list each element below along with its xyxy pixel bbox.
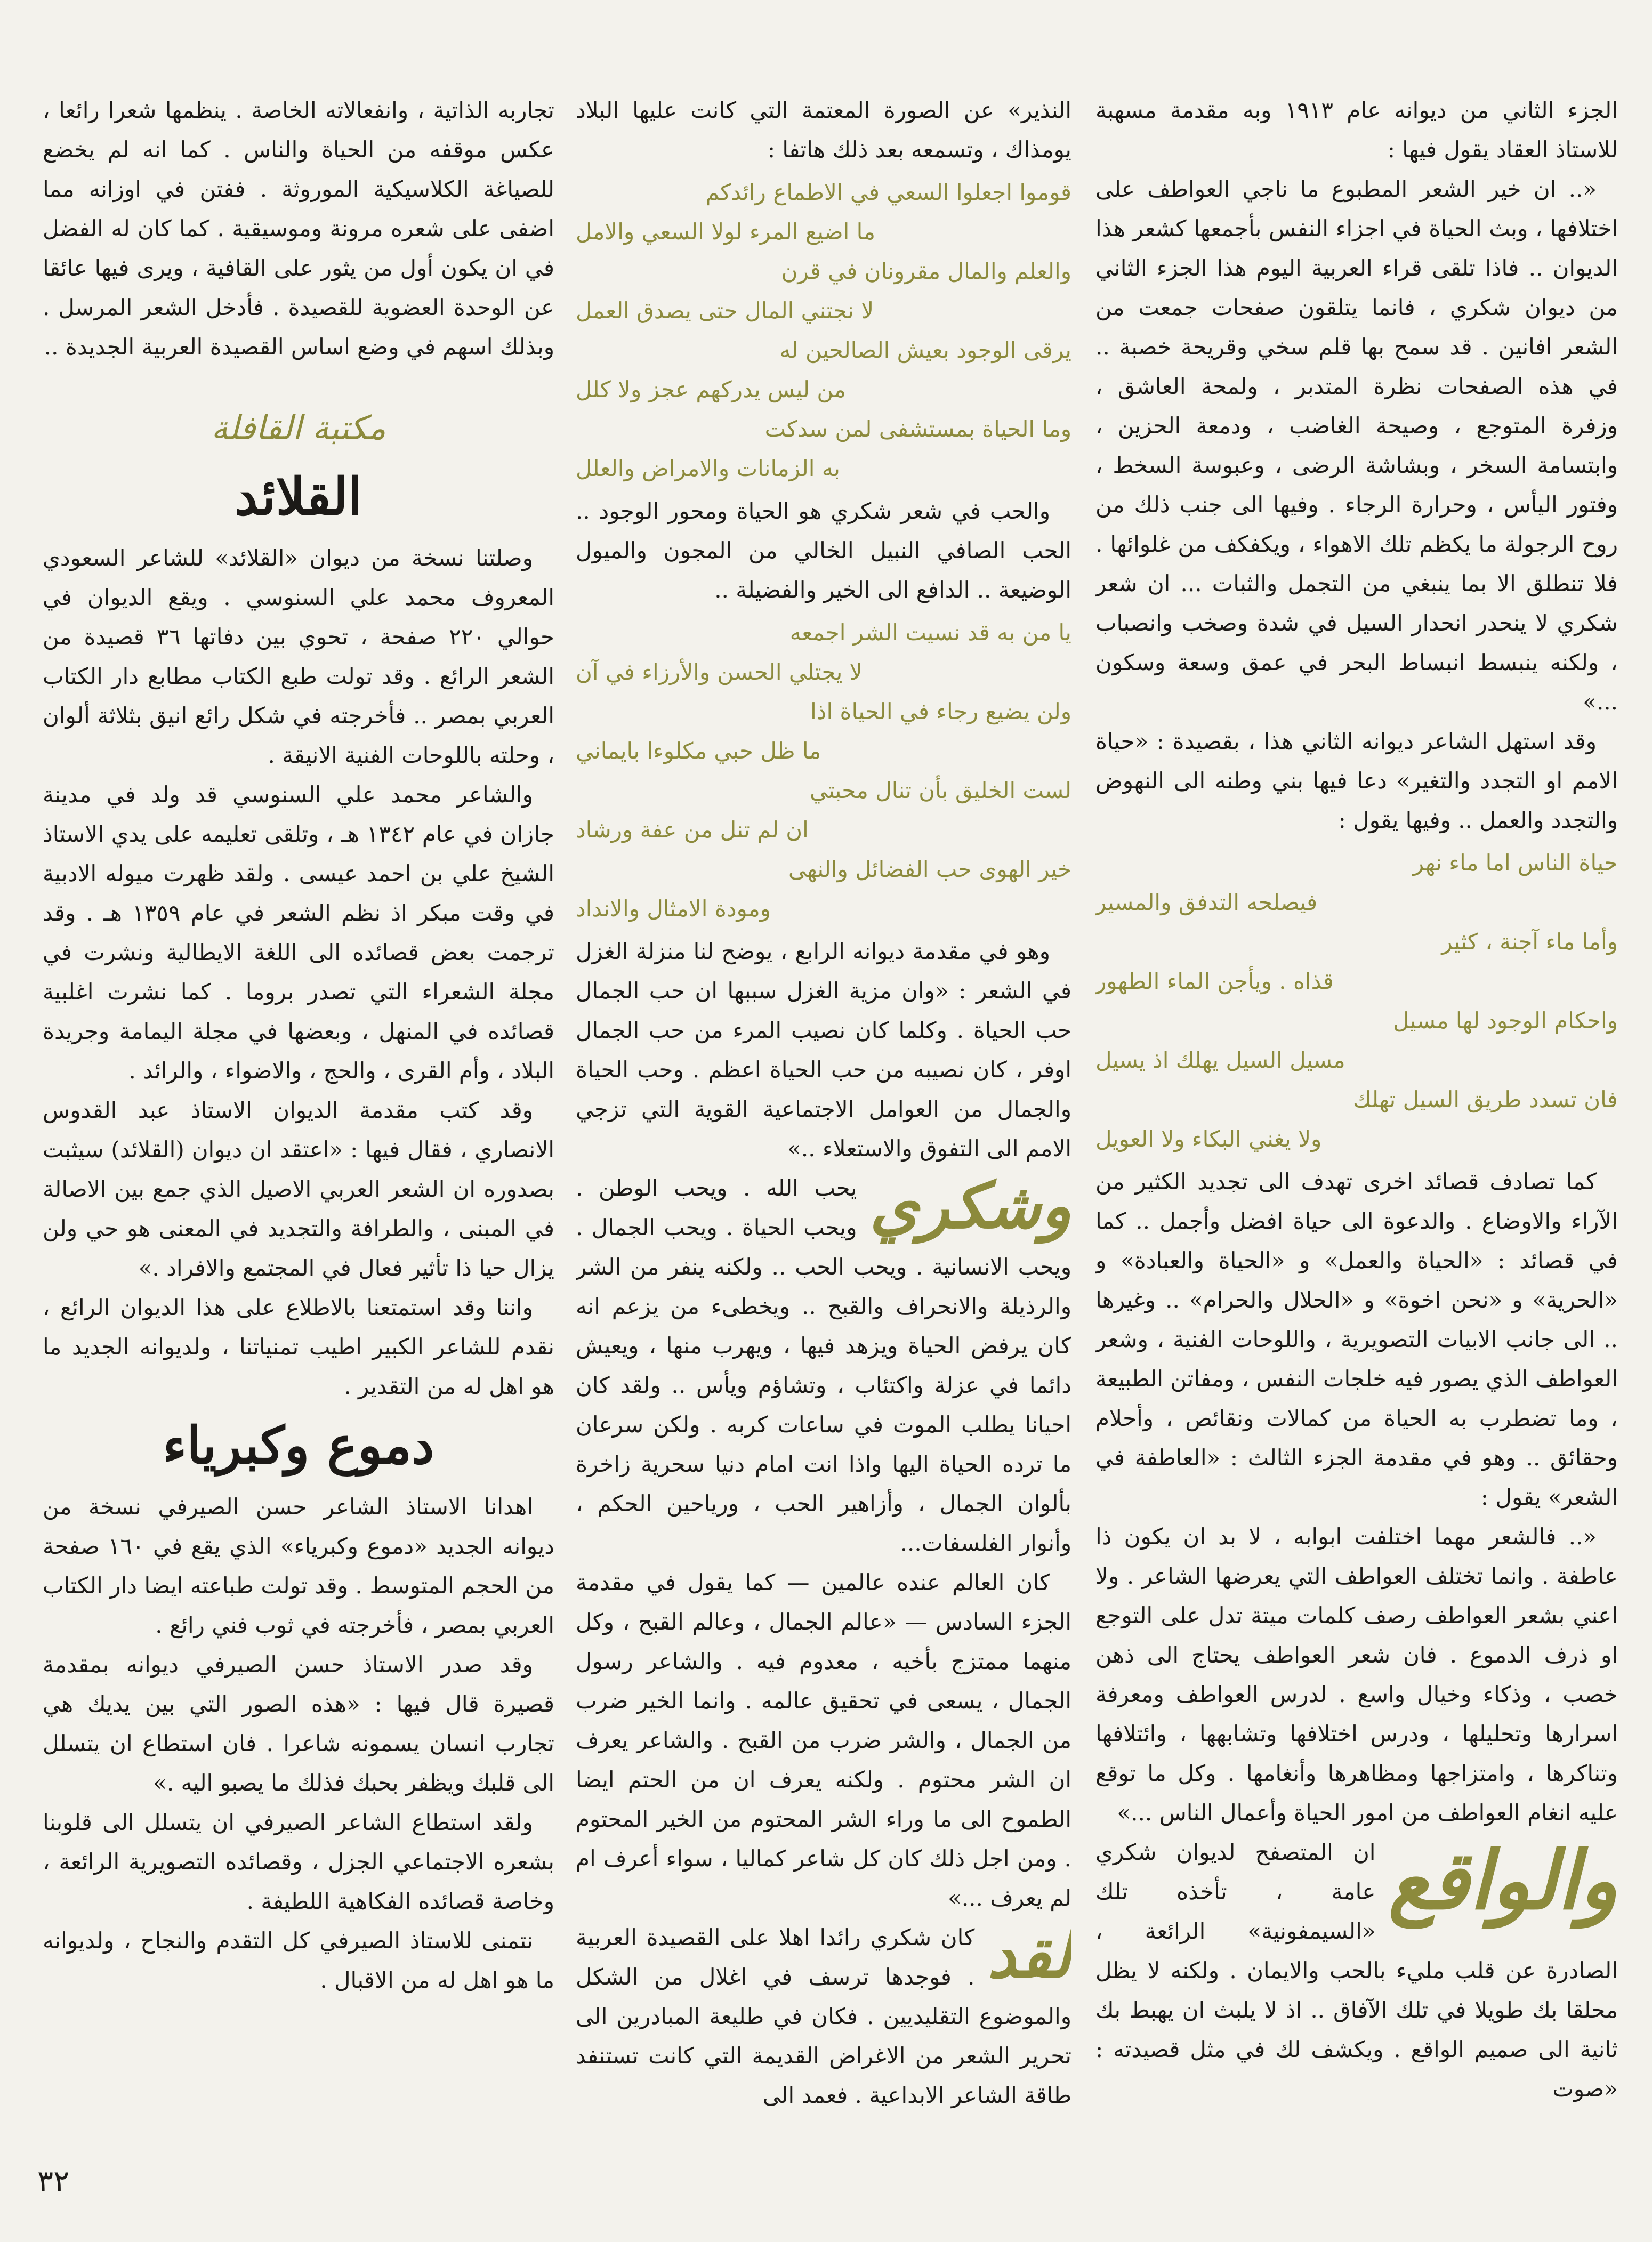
verse-hemistich: به الزمانات والامراض والعلل xyxy=(576,455,840,481)
paragraph-text: يحب الله . ويحب الوطن . ويحب الحياة . ويحب الجمال . ويحب الانسانية . ويحب الحب .. ولكنه ينفر من الشر والرذيلة والانحراف والقبح .. ويخطىء من يزعم انه كان يرفض الحياة ويزهد فيها ، ويهرب منها ، ويعيش دائما في عزلة واكتئاب ، وتشاؤم ويأس .. ولقد كان احيانا يطلب الموت في ساعات كربه . ولكن سرعان ما ترده الحياة اليها واذا انت امام دنيا سحرية زاخرة بألوان الجمال ، وأزاهير الحب ، ورياحين الحكم ، وأنوار الفلسفات... xyxy=(576,1175,1071,1556)
verse-hemistich: من ليس يدركهم عجز ولا كلل xyxy=(576,376,846,402)
verse-hemistich: ولا يغني البكاء ولا العويل xyxy=(1095,1126,1322,1152)
quote-paragraph: «.. ان خير الشعر المطبوع ما ناجي العواطف على اختلافها ، وبث الحياة في اجزاء النفس بأجمعها كشعر هذا الديوان .. فاذا تلقى قراء العربية اليوم هذا الجزء الثاني من ديوان شكري ، فانما يتلقون صفحات جمعت من الشعر افانين . قد سمح بها قلم سخي وقريحة خصبة .. في هذه الصفحات نظرة المتدبر ، ولمحة العاشق ، وزفرة المتوجع ، وصيحة الغاضب ، ودمعة الحزين ، وابتسامة السخر ، وبشاشة الرضى ، وعبوسة السخط ، وفتور اليأس ، وحرارة الرجاء . وفيها الى جنب ذلك من روح الرجولة ما يكظم تلك الاهواء ، ويكفكف من غلوائها . فلا تنطلق الا بما ينبغي من التجمل والثبات ... ان شعر شكري لا ينحدر انحدار السيل في شدة وصخب وانصباب ، ولكنه ينبسط انبساط البحر في عمق وسعة وسكون ...» xyxy=(1095,176,1618,715)
drop-heading: لقد xyxy=(987,1918,1071,1992)
drop-heading: والواقع xyxy=(1388,1834,1618,1928)
paragraph-with-drop xyxy=(1095,1833,1618,2109)
paragraph: كما تصادف قصائد اخرى تهدف الى تجديد الكثير من الآراء والاوضاع . والدعوة الى حياة افضل وأجمل .. كما في قصائد : «الحياة والعمل» و «الحياة والعبادة» و «الحرية» و «نحن اخوة» و «الحلال والحرام» .. وغيرها .. الى جانب الابيات التصويرية ، واللوحات الفنية ، وشعر العواطف الذي يصور فيه خلجات النفس ، ومفاتن الطبيعة ، وما تضطرب به الحياة من كمالات ونقائص ، وأحلام وحقائق .. وهو في مقدمة الجزء الثالث : «العاطفة في الشعر» يقول : xyxy=(1095,1168,1618,1510)
verse-hemistich: واحكام الوجود لها مسيل xyxy=(1393,1007,1618,1034)
verse-hemistich: ما اضيع المرء لولا السعي والامل xyxy=(576,219,875,245)
poem-verses xyxy=(1095,843,1618,1159)
column-middle xyxy=(576,91,1071,2127)
paragraph: وصلتنا نسخة من ديوان «القلائد» للشاعر السعودي المعروف محمد علي السنوسي . ويقع الديوان في حوالي ٢٢٠ صفحة ، تحوي بين دفاتها ٣٦ قصيدة من الشعر الرائع . وقد تولت طبع الكتاب مطابع دار الكتاب العربي بمصر .. فأخرجته في شكل رائع انيق بثلاثة ألوان ، وحلته باللوحات الفنية الانيقة . xyxy=(43,545,554,768)
paragraph: نتمنى للاستاذ الصيرفي كل التقدم والنجاح ، ولديوانه ما هو اهل له من الاقبال . xyxy=(43,1928,554,1993)
verse-hemistich: وأما ماء آجنة ، كثير xyxy=(1441,929,1618,955)
paragraph-with-drop xyxy=(576,1168,1071,1563)
verse-hemistich: ومودة الامثال والانداد xyxy=(576,896,771,922)
paragraph: واننا وقد استمتعنا بالاطلاع على هذا الديوان الرائع ، نقدم للشاعر الكبير اطيب تمنياتنا ، ولديوانه الجديد ما هو اهل له من التقدير . xyxy=(43,1294,554,1399)
paragraph: والحب في شعر شكري هو الحياة ومحور الوجود .. الحب الصافي النبيل الخالي من المجون والميول الوضيعة .. الدافع الى الخير والفضيلة .. xyxy=(576,498,1071,603)
paragraph: الجزء الثاني من ديوانه عام ١٩١٣ وبه مقدمة مسهبة للاستاذ العقاد يقول فيها : xyxy=(1095,97,1618,163)
paragraph: كان العالم عنده عالمين — كما يقول في مقدمة الجزء السادس — «عالم الجمال ، وعالم القبح ، وكل منهما ممتزج بأخيه ، معدوم فيه . والشاعر رسول الجمال ، يسعى في تحقيق عالمه . وانما الخير ضرب من الجمال ، والشر ضرب من القبح . والشاعر يعرف ان الشر محتوم . ولكنه يعرف ان من الحتم ايضا الطموح الى ما وراء الشر المحتوم من الخير المحتوم . ومن اجل ذلك كان كل شاعر كماليا ، سواء أعرف ام لم يعرف ...» xyxy=(576,1569,1071,1911)
paragraph: وقد صدر الاستاذ حسن الصيرفي ديوانه بمقدمة قصيرة قال فيها : «هذه الصور التي بين يديك هي تجارب انسان يسمونه شاعرا . فان استطاع ان يتسلل الى قلبك ويظفر بحبك فذلك ما يصبو اليه .» xyxy=(43,1651,554,1796)
verse-hemistich: يا من به قد نسيت الشر اجمعه xyxy=(789,619,1071,646)
paragraph: ولقد استطاع الشاعر الصيرفي ان يتسلل الى قلوبنا بشعره الاجتماعي الجزل ، وقصائده التصويرية الرائعة ، وخاصة قصائده الفكاهية اللطيفة . xyxy=(43,1809,554,1914)
verse-hemistich: خير الهوى حب الفضائل والنهى xyxy=(788,856,1071,882)
verse-hemistich: ما ظل حبي مكلوءا بايماني xyxy=(576,738,821,764)
verse-hemistich: لا يجتلي الحسن والأرزاء في آن xyxy=(576,659,863,685)
verse-hemistich: فان تسدد طريق السيل تهلك xyxy=(1352,1086,1618,1112)
verse-hemistich: لست الخليق بأن تنال محبتي xyxy=(809,777,1071,803)
paragraph: النذير» عن الصورة المعتمة التي كانت عليها البلاد يومذاك ، وتسمعه بعد ذلك هاتفا : xyxy=(576,97,1071,163)
paragraph: وقد استهل الشاعر ديوانه الثاني هذا ، بقصيدة : «حياة الامم او التجدد والتغير» دعا فيها بني وطنه الى النهوض والتجدد والعمل .. وفيها يقول : xyxy=(1095,728,1618,833)
verse-hemistich: وما الحياة بمستشفى لمن سدكت xyxy=(764,416,1071,442)
paragraph: وهو في مقدمة ديوانه الرابع ، يوضح لنا منزلة الغزل في الشعر : «وان مزية الغزل سببها ان حب الجمال حب الحياة . وكلما كان نصيب المرء من حب الجمال اوفر ، كان نصيبه من حب الحياة اعظم . وحب الحياة والجمال من العوامل الاجتماعية القوية التي تزجي الامم الى التفوق والاستعلاء ..» xyxy=(576,938,1071,1162)
drop-heading: وشكري xyxy=(869,1168,1071,1243)
poem-verses xyxy=(576,173,1071,488)
poem-verses xyxy=(576,613,1071,929)
page-number: ٣٢ xyxy=(37,2164,70,2199)
verse-hemistich: فيصلحه التدفق والمسير xyxy=(1095,889,1318,915)
verse-hemistich: حياة الناس اما ماء نهر xyxy=(1413,850,1618,876)
verse-hemistich: لا نجتني المال حتى يصدق العمل xyxy=(576,297,874,324)
paragraph: اهدانا الاستاذ الشاعر حسن الصيرفي نسخة من ديوانه الجديد «دموع وكبرياء» الذي يقع في ١٦٠ صفحة من الحجم المتوسط . وقد تولت طباعته ايضا دار الكتاب العربي بمصر ، فأخرجته في ثوب فني رائع . xyxy=(43,1494,554,1638)
section-heading: القلائد xyxy=(235,466,362,527)
verse-hemistich: والعلم والمال مقرونان في قرن xyxy=(781,258,1071,284)
column-right xyxy=(1095,91,1618,2127)
paragraph: والشاعر محمد علي السنوسي قد ولد في مدينة جازان في عام ١٣٤٢ هـ ، وتلقى تعليمه على يدي الاستاذ الشيخ علي بن احمد عيسى . ولقد ظهرت ميوله الادبية في وقت مبكر اذ نظم الشعر في عام ١٣٥٩ هـ . وقد ترجمت بعض قصائده الى اللغة الايطالية ونشرت في مجلة الشعراء التي تصدر بروما . كما نشرت اغلبية قصائده في المنهل ، وبعضها في مجلة اليمامة وجريدة البلاد ، وأم القرى ، والحج ، والاضواء ، والرائد . xyxy=(43,781,554,1084)
paragraph: وقد كتب مقدمة الديوان الاستاذ عبد القدوس الانصاري ، فقال فيها : «اعتقد ان ديوان (القلائد) سيثبت بصدوره ان الشعر العربي الاصيل الذي جمع بين الاصالة في المبنى ، والطرافة والتجديد في المعنى هو حي ولن يزال حيا ذا تأثير فعال في المجتمع والافراد .» xyxy=(43,1097,554,1281)
verse-hemistich: قوموا اجعلوا السعي في الاطماع رائدكم xyxy=(705,179,1071,205)
verse-hemistich: يرقى الوجود بعيش الصالحين له xyxy=(779,337,1071,363)
verse-hemistich: ان لم تنل من عفة ورشاد xyxy=(576,817,809,843)
verse-hemistich: مسيل السيل يهلك اذ يسيل xyxy=(1095,1047,1345,1073)
column-left xyxy=(43,91,554,2127)
paragraph-with-drop xyxy=(576,1918,1071,2115)
paragraph-text: كان شكري رائدا اهلا على القصيدة العربية . فوجدها ترسف في اغلال من الشكل والموضوع التقليديين . فكان في طليعة المبادرين الى تحرير الشعر من الاغراض القديمة التي كانت تستنفد طاقة الشاعر الابداعية . فعمد الى xyxy=(576,1924,1071,2108)
paragraph: تجاربه الذاتية ، وانفعالاته الخاصة . ينظمها شعرا رائعا ، عكس موقفه من الحياة والناس . كما انه لم يخضع للصياغة الكلاسيكية الموروثة . ففتن في اوزانه مما اضفى على شعره مرونة وموسيقية . كما كان له الفضل في ان يكون أول من يثور على القافية ، ويرى فيها عائقا عن الوحدة العضوية للقصيدة . فأدخل الشعر المرسل . وبذلك اسهم في وضع اساس القصيدة العربية الجديدة .. xyxy=(43,97,554,360)
paragraph-text: ان المتصفح لديوان شكري عامة ، تأخذه تلك «السيمفونية» الرائعة ، الصادرة عن قلب مليء بالحب والايمان . ولكنه لا يظل محلقا بك طويلا في تلك الآفاق .. اذ لا يلبث ان يهبط بك ثانية الى صميم الواقع . ويكشف لك في مثل قصيدته : «صوت xyxy=(1095,1839,1618,2102)
section-kicker: مكتبة القافلة xyxy=(211,408,386,447)
verse-hemistich: قذاه . ويأجن الماء الطهور xyxy=(1095,968,1334,994)
section-heading: دموع وكبرياء xyxy=(163,1415,434,1475)
quote-paragraph: «.. فالشعر مهما اختلفت ابوابه ، لا بد ان يكون ذا عاطفة . وانما تختلف العواطف التي يعرضها الشاعر . ولا اعني بشعر العواطف رصف كلمات ميتة تدل على التوجع او ذرف الدموع . فان شعر العواطف يحتاج الى ذهن خصب ، وذكاء وخيال واسع . لدرس العواطف ومعرفة اسرارها وتحليلها ، ودرس اختلافها وتشابهها ، وائتلافها وتناكرها ، وامتزاجها ومظاهرها وأنغامها . وكل ما توقع عليه انغام العواطف من امور الحياة وأعمال الناس ...» xyxy=(1095,1523,1618,1826)
verse-hemistich: ولن يضيع رجاء في الحياة اذا xyxy=(810,698,1071,724)
